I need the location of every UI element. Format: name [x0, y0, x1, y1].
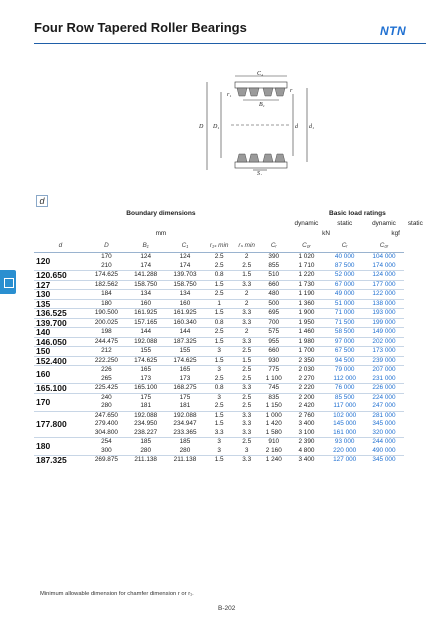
table-cell: 161.925 — [126, 309, 165, 319]
table-cell: 122 000 — [364, 290, 403, 300]
table-cell: 320 000 — [372, 428, 396, 436]
table-cell: 139.703 — [165, 271, 204, 281]
table-cell: 955 — [260, 337, 288, 347]
table-cell: 58 500 — [325, 328, 364, 338]
table-cell: 67 500 — [325, 347, 364, 357]
table-cell: 180 — [87, 299, 126, 309]
table-cell: 174 — [179, 261, 191, 269]
table-cell: 2.5 — [205, 290, 234, 300]
roller-lower-3 — [263, 154, 273, 162]
table-cell: 500 — [260, 299, 288, 309]
table-cell: 390 — [260, 253, 288, 262]
table-cell: 1 950 — [288, 318, 325, 328]
table-cell: 510 — [260, 271, 288, 281]
table-cell: 174.625 — [126, 356, 165, 366]
table-cell: 2.5 — [234, 366, 260, 375]
table-cell: 3.3 — [242, 420, 252, 427]
table-cell: 200.025 — [87, 318, 126, 328]
table-cell: 52 000 — [325, 271, 364, 281]
table-cell: 280 — [140, 446, 152, 454]
table-cell: 2 200 — [288, 393, 325, 402]
table-cell: 1 150 — [265, 402, 282, 409]
table-cell: 3.3 — [234, 337, 260, 347]
table-cell: 174.625 — [87, 271, 126, 281]
table-cell: 280 — [101, 402, 112, 409]
table-cell: 279.400 — [94, 420, 118, 427]
table-cell: 2 — [234, 328, 260, 338]
bore-diameter: 187.325 — [34, 456, 87, 465]
col-header: rₛ min — [234, 238, 260, 253]
table-cell: 300 — [101, 446, 112, 454]
table-cell: 2 220 — [288, 384, 325, 394]
table-cell: 1.5 — [234, 271, 260, 281]
table-cell: 3.3 — [234, 384, 260, 394]
table-row — [34, 438, 427, 447]
col-header: B₁ — [126, 238, 165, 253]
table-cell: 2.5 — [242, 374, 252, 382]
table-cell: 79 000 — [325, 366, 364, 375]
col-header: D — [87, 238, 126, 253]
table-cell: 1 900 — [288, 309, 325, 319]
label-r: r — [290, 88, 293, 94]
kn-unit: kN — [322, 229, 330, 237]
table-cell: 269.875 — [87, 456, 126, 465]
table-cell: 2 390 — [288, 438, 325, 447]
table-cell: 102 000 — [325, 411, 364, 420]
table-row — [34, 280, 427, 290]
table-cell: 71 500 — [325, 318, 364, 328]
table-cell: 144 — [126, 328, 165, 338]
label-r1: r₁ — [227, 92, 232, 98]
bore-diameter: 177.800 — [34, 411, 87, 438]
table-row — [34, 299, 427, 309]
label-D1: D₁ — [213, 124, 220, 130]
table-cell: 71 000 — [325, 309, 364, 319]
table-cell: 87 500 — [334, 261, 355, 269]
table-cell: 124 — [165, 253, 204, 262]
table-cell: 247 000 — [372, 402, 396, 409]
label-d1: d₁ — [309, 124, 315, 130]
table-cell: 2.5 — [234, 438, 260, 447]
table-cell: 2 420 — [298, 402, 315, 409]
table-cell: 0.8 — [205, 318, 234, 328]
table-cell: 345 000 — [364, 456, 403, 465]
table-cell: 2 — [234, 290, 260, 300]
table-cell: 1.5 — [234, 356, 260, 366]
table-cell: 212 — [87, 347, 126, 357]
table-cell: 2.5 — [242, 402, 252, 409]
bore-diameter: 165.100 — [34, 384, 87, 394]
static-kn-header: static — [337, 219, 353, 227]
table-row — [34, 271, 427, 281]
label-c4: C₄ — [257, 71, 264, 77]
table-cell: 247.650 — [87, 411, 126, 420]
table-cell: 575 — [260, 328, 288, 338]
table-cell: 226 000 — [364, 384, 403, 394]
table-cell: 160.340 — [165, 318, 204, 328]
label-s4: S₄ — [257, 171, 263, 175]
table-cell: 85 500 — [325, 393, 364, 402]
d-marker: d — [36, 195, 48, 207]
table-cell: 149 000 — [364, 328, 403, 338]
table-cell: 185 — [126, 438, 165, 447]
kgf-unit: kgf — [391, 229, 400, 237]
table-cell: 224 000 — [364, 393, 403, 402]
table-cell: 117 000 — [333, 402, 356, 409]
table-row — [34, 411, 427, 420]
table-cell: 1 460 — [288, 328, 325, 338]
label-b1: B₁ — [259, 102, 265, 108]
roller-lower-1 — [237, 154, 247, 162]
side-tab-icon[interactable] — [0, 270, 16, 294]
table-cell: 127 000 — [325, 456, 364, 465]
bore-diameter: 135 — [34, 299, 87, 309]
table-row — [34, 262, 427, 271]
table-cell: 198 — [87, 328, 126, 338]
table-cell: 2 — [234, 299, 260, 309]
table-cell: 480 — [260, 290, 288, 300]
table-cell: 1 420 — [265, 420, 282, 427]
table-cell: 2 030 — [288, 366, 325, 375]
table-cell: 49 000 — [325, 290, 364, 300]
table-cell: 234.950 — [134, 420, 158, 427]
bore-diameter: 140 — [34, 328, 87, 338]
table-cell: 239 000 — [364, 356, 403, 366]
roller-upper-4 — [275, 88, 285, 96]
table-cell: 141.288 — [126, 271, 165, 281]
table-cell: 187.325 — [165, 337, 204, 347]
table-cell: 211.138 — [126, 456, 165, 465]
bore-diameter: 130 — [34, 290, 87, 300]
table-cell: 181 — [140, 402, 152, 409]
table-cell: 3 — [244, 446, 249, 454]
table-cell: 158.750 — [126, 280, 165, 290]
table-cell: 182.562 — [87, 280, 126, 290]
col-header: C₁ — [165, 238, 204, 253]
table-cell: 2.5 — [205, 328, 234, 338]
table-cell: 124 — [126, 253, 165, 262]
table-cell: 158.750 — [165, 280, 204, 290]
table-cell: 2.5 — [234, 393, 260, 402]
table-cell: 3 — [205, 366, 234, 375]
table-cell: 199 000 — [364, 318, 403, 328]
header-rule — [34, 43, 426, 44]
table-cell: 225.425 — [87, 384, 126, 394]
col-header: Cᵣ — [325, 238, 364, 253]
page-number: B-202 — [218, 605, 236, 612]
table-row — [34, 384, 427, 394]
table-cell: 97 000 — [325, 337, 364, 347]
table-cell: 165 — [165, 366, 204, 375]
bore-diameter: 120 — [34, 253, 87, 271]
table-cell: 1 100 — [265, 374, 282, 382]
table-cell: 240 — [87, 393, 126, 402]
table-cell: 168.275 — [165, 384, 204, 394]
table-cell: 1 980 — [288, 337, 325, 347]
table-cell: 165.100 — [126, 384, 165, 394]
col-header: r₁ₛ min — [205, 238, 234, 253]
table-cell: 93 000 — [325, 438, 364, 447]
table-row — [34, 328, 427, 338]
table-cell: 1 020 — [288, 253, 325, 262]
table-cell: 155 — [126, 347, 165, 357]
bore-diameter: 136.525 — [34, 309, 87, 319]
bore-diameter: 170 — [34, 393, 87, 411]
table-cell: 3 400 — [288, 456, 325, 465]
table-cell: 3.3 — [234, 280, 260, 290]
basic-load-ratings-header: Basic load ratings — [329, 209, 386, 217]
table-cell: 695 — [260, 309, 288, 319]
table-cell: 226 — [87, 366, 126, 375]
table-cell: 1.5 — [205, 280, 234, 290]
table-cell: 67 000 — [325, 280, 364, 290]
table-cell: 1 240 — [260, 456, 288, 465]
table-cell: 170 — [87, 253, 126, 262]
table-cell: 160 — [165, 299, 204, 309]
table-cell: 280 — [179, 446, 191, 454]
table-cell: 1 710 — [298, 261, 315, 269]
table-row — [34, 309, 427, 319]
table-cell: 1 360 — [288, 299, 325, 309]
bore-diameter: 146.050 — [34, 337, 87, 347]
table-cell: 1.5 — [205, 456, 234, 465]
table-cell: 184 — [87, 290, 126, 300]
table-cell: 165 — [126, 366, 165, 375]
table-cell: 3.3 — [214, 428, 224, 436]
table-cell: 3 — [205, 438, 234, 447]
table-cell: 660 — [260, 347, 288, 357]
bore-diameter: 180 — [34, 438, 87, 456]
table-cell: 2.5 — [234, 347, 260, 357]
table-cell: 161 000 — [333, 428, 357, 436]
table-cell: 207 000 — [364, 366, 403, 375]
table-cell: 2 270 — [298, 374, 315, 382]
table-cell: 134 — [165, 290, 204, 300]
table-cell: 3.3 — [234, 456, 260, 465]
table-cell: 202 000 — [364, 337, 403, 347]
table-cell: 175 — [126, 393, 165, 402]
table-cell: 192.088 — [126, 337, 165, 347]
roller-upper-3 — [263, 88, 273, 96]
table-cell: 173 — [140, 374, 152, 382]
table-cell: 244 000 — [364, 438, 403, 447]
table-cell: 1 580 — [265, 428, 282, 436]
table-cell: 1 — [205, 299, 234, 309]
table-cell: 3.3 — [234, 318, 260, 328]
table-cell: 3 100 — [298, 428, 315, 436]
table-row — [34, 402, 427, 411]
table-row — [34, 318, 427, 328]
table-cell: 40 000 — [325, 253, 364, 262]
table-cell: 144 — [165, 328, 204, 338]
table-cell: 1.5 — [205, 411, 234, 420]
table-cell: 157.165 — [126, 318, 165, 328]
table-cell: 1.5 — [205, 337, 234, 347]
bearing-table — [34, 208, 427, 465]
table-cell: 134 — [126, 290, 165, 300]
table-row — [34, 375, 427, 384]
mm-unit: mm — [155, 229, 167, 237]
table-row — [34, 429, 427, 438]
roller-lower-4 — [275, 154, 285, 162]
table-cell: 222.250 — [87, 356, 126, 366]
bore-diameter: 139.700 — [34, 318, 87, 328]
table-row — [34, 347, 427, 357]
table-cell: 211.138 — [165, 456, 204, 465]
table-cell: 281 000 — [364, 411, 403, 420]
table-cell: 304.800 — [94, 428, 118, 436]
col-header: C₀ᵣ — [364, 238, 403, 253]
table-cell: 2.5 — [214, 261, 224, 269]
table-cell: 138 000 — [364, 299, 403, 309]
dynamic-kgf-header: dynamic — [372, 219, 396, 227]
table-cell: 2.5 — [242, 261, 252, 269]
bore-diameter: 150 — [34, 347, 87, 357]
table-cell: 238.227 — [134, 428, 158, 436]
table-cell: 76 000 — [325, 384, 364, 394]
static-kgf-header: static — [407, 219, 423, 227]
table-cell: 2.5 — [205, 253, 234, 262]
table-cell: 124 000 — [364, 271, 403, 281]
bore-diameter: 160 — [34, 366, 87, 384]
table-cell: 177 000 — [364, 280, 403, 290]
table-cell: 855 — [268, 261, 280, 269]
col-header: d — [34, 238, 87, 253]
table-cell: 210 — [101, 261, 112, 269]
dynamic-kn-header: dynamic — [294, 219, 319, 227]
table-cell: 94 500 — [325, 356, 364, 366]
table-cell: 910 — [260, 438, 288, 447]
page-title: Four Row Tapered Roller Bearings — [34, 20, 247, 35]
table-cell: 3 — [205, 347, 234, 357]
table-cell: 160 — [126, 299, 165, 309]
table-cell: 112 000 — [333, 374, 356, 382]
table-cell: 2 760 — [288, 411, 325, 420]
table-cell: 1 000 — [260, 411, 288, 420]
table-cell: 0.8 — [205, 271, 234, 281]
col-header: C₀ᵣ — [288, 238, 325, 253]
footnote: Minimum allowable dimension for chamfer dimension r or r₁. — [40, 591, 194, 597]
roller-lower-2 — [249, 154, 259, 162]
table-cell: 192.088 — [126, 411, 165, 420]
table-row — [34, 420, 427, 429]
table-row — [34, 290, 427, 300]
table-row — [34, 456, 427, 465]
table-cell: 145 000 — [333, 420, 357, 427]
table-cell: 3 — [217, 446, 221, 454]
table-cell: 3.3 — [234, 309, 260, 319]
bearing-diagram — [195, 70, 330, 175]
label-d: d — [295, 124, 298, 130]
table-cell: 161.925 — [165, 309, 204, 319]
table-cell: 173 000 — [364, 347, 403, 357]
table-cell: 192.088 — [165, 411, 204, 420]
table-cell: 745 — [260, 384, 288, 394]
table-cell: 775 — [260, 366, 288, 375]
table-cell: 231 000 — [372, 374, 396, 382]
table-row — [34, 253, 427, 262]
table-cell: 220 000 — [333, 446, 357, 454]
table-cell: 490 000 — [372, 446, 396, 454]
table-cell: 193 000 — [364, 309, 403, 319]
bore-diameter: 127 — [34, 280, 87, 290]
label-D: D — [199, 124, 204, 130]
table-cell: 174 — [140, 261, 152, 269]
table-cell: 3.3 — [234, 411, 260, 420]
table-cell: 1 220 — [288, 271, 325, 281]
table-cell: 155 — [165, 347, 204, 357]
table-cell: 3.3 — [242, 428, 252, 436]
table-cell: 104 000 — [364, 253, 403, 262]
table-cell: 930 — [260, 356, 288, 366]
table-cell: 265 — [101, 374, 112, 382]
table-cell: 0.8 — [205, 384, 234, 394]
table-cell: 1 190 — [288, 290, 325, 300]
table-row — [34, 366, 427, 375]
table-cell: 2.5 — [214, 374, 224, 382]
table-cell: 2 350 — [288, 356, 325, 366]
table-row — [34, 447, 427, 456]
table-cell: 175 — [165, 393, 204, 402]
table-cell: 3 400 — [298, 420, 315, 427]
roller-upper-1 — [237, 88, 247, 96]
table-cell: 244.475 — [87, 337, 126, 347]
table-cell: 173 — [179, 374, 191, 382]
table-cell: 2 — [234, 253, 260, 262]
table-cell: 190.500 — [87, 309, 126, 319]
table-cell: 660 — [260, 280, 288, 290]
table-cell: 185 — [165, 438, 204, 447]
table-cell: 835 — [260, 393, 288, 402]
table-cell: 4 800 — [298, 446, 315, 454]
ntn-logo: NTN — [380, 24, 407, 38]
table-cell: 51 000 — [325, 299, 364, 309]
table-cell: 2 160 — [265, 446, 282, 454]
col-header: Cᵣ — [260, 238, 288, 253]
table-row — [34, 356, 427, 366]
table-cell: 1 730 — [288, 280, 325, 290]
bore-diameter: 120.650 — [34, 271, 87, 281]
table-row — [34, 337, 427, 347]
table-cell: 174 000 — [372, 261, 396, 269]
table-cell: 700 — [260, 318, 288, 328]
table-cell: 1.5 — [205, 356, 234, 366]
table-row — [34, 393, 427, 402]
table-cell: 2.5 — [214, 402, 224, 409]
table-cell: 345 000 — [372, 420, 396, 427]
table-cell: 1 700 — [288, 347, 325, 357]
table-cell: 254 — [87, 438, 126, 447]
table-cell: 174.625 — [165, 356, 204, 366]
roller-upper-2 — [249, 88, 259, 96]
table-cell: 234.947 — [173, 420, 197, 427]
boundary-dimensions-header: Boundary dimensions — [126, 209, 196, 217]
table-cell: 1.5 — [205, 309, 234, 319]
table-cell: 3 — [205, 393, 234, 402]
table-cell: 1.5 — [214, 420, 224, 427]
table-cell: 181 — [179, 402, 191, 409]
table-cell: 233.365 — [173, 428, 197, 436]
bore-diameter: 152.400 — [34, 356, 87, 366]
